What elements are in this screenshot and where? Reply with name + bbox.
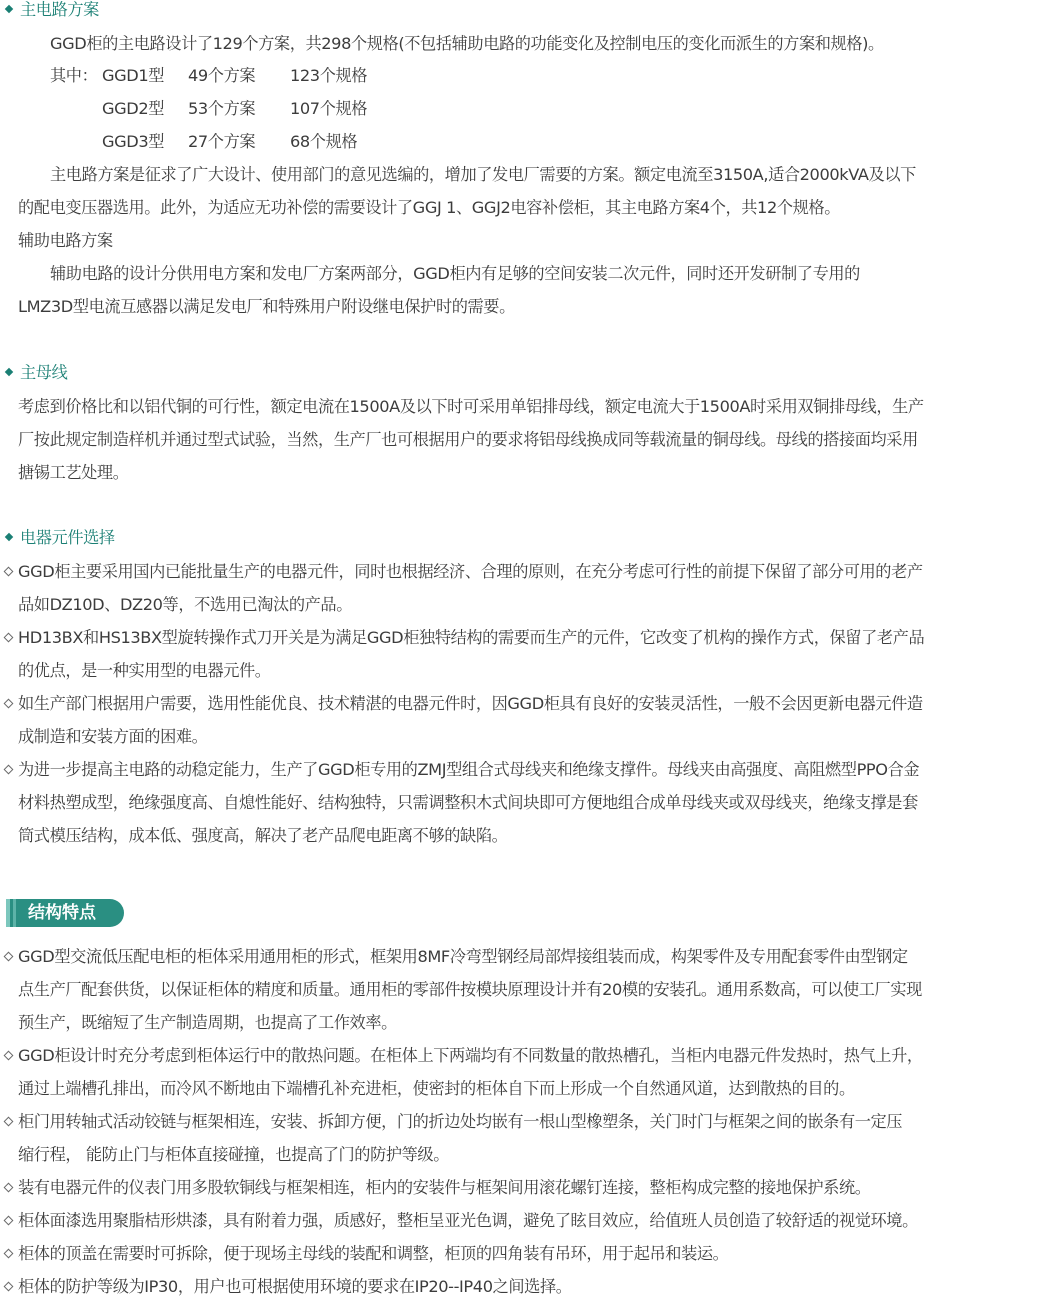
hollow-diamond-icon bbox=[4, 698, 14, 708]
hollow-diamond-icon bbox=[4, 632, 14, 642]
heading-text: 主电路方案 bbox=[20, 0, 99, 19]
section-heading-main-circuit bbox=[0, 0, 99, 22]
diamond-bullet-icon bbox=[5, 5, 13, 13]
paragraph-line: 考虑到价格比和以铝代铜的可行性，额定电流在1500A及以下时可采用单铝排母线，额定电流大于1500A时采用双铜排母线，生产 bbox=[18, 397, 924, 416]
hollow-diamond-icon bbox=[4, 764, 14, 774]
list-item-continuation: 预生产，既缩短了生产制造周期，也提高了工作效率。 bbox=[18, 1013, 397, 1032]
list-item: 柜体面漆选用聚脂桔形烘漆，具有附着力强，质感好，整柜呈亚光色调，避免了眩目效应，给值班人员创造了较舒适的视觉环境。 bbox=[0, 1209, 918, 1233]
hollow-diamond-icon bbox=[4, 1116, 14, 1126]
diamond-bullet-icon bbox=[5, 368, 13, 376]
scheme-row: 其中： GGD1型 49个方案 123个规格 bbox=[50, 66, 368, 85]
badge-label: 结构特点 bbox=[28, 903, 96, 923]
structure-section-badge bbox=[6, 899, 124, 927]
list-item: GGD柜设计时充分考虑到柜体运行中的散热问题。在柜体上下两端均有不同数量的散热槽孔，当柜内电器元件发热时，热气上升， bbox=[0, 1044, 923, 1068]
list-item: HD13BX和HS13BX型旋转操作式刀开关是为满足GGD柜独特结构的需要而生产的元件，它改变了机构的操作方式，保留了老产品 bbox=[0, 626, 924, 650]
scheme-row: GGD3型 27个方案 68个规格 bbox=[102, 132, 358, 151]
list-item: GGD型交流低压配电柜的柜体采用通用柜的形式，框架用8MF冷弯型钢经局部焊接组装而成，构架零件及专用配套零件由型钢定 bbox=[0, 945, 908, 969]
list-item: 为进一步提高主电路的动稳定能力，生产了GGD柜专用的ZMJ型组合式母线夹和绝缘支撑件。母线夹由高强度、高阻燃型PPO合金 bbox=[0, 758, 919, 782]
badge-stripe bbox=[13, 899, 16, 927]
diamond-bullet-icon bbox=[5, 533, 13, 541]
list-item-continuation: 通过上端槽孔排出，而冷风不断地由下端槽孔补充进柜，使密封的柜体自下而上形成一个自然通风道，达到散热的目的。 bbox=[18, 1079, 855, 1098]
hollow-diamond-icon bbox=[4, 951, 14, 961]
list-item-continuation: 筒式模压结构，成本低、强度高，解决了老产品爬电距离不够的缺陷。 bbox=[18, 826, 508, 845]
list-item: GGD柜主要采用国内已能批量生产的电器元件，同时也根据经济、合理的原则，在充分考虑可行性的前提下保留了部分可用的老产 bbox=[0, 560, 923, 584]
hollow-diamond-icon bbox=[4, 1215, 14, 1225]
hollow-diamond-icon bbox=[4, 1182, 14, 1192]
list-item-continuation: 品如DZ10D、DZ20等，不选用已淘汰的产品。 bbox=[18, 595, 352, 614]
list-item-continuation: 缩行程， 能防止门与柜体直接碰撞，也提高了门的防护等级。 bbox=[18, 1145, 450, 1164]
list-item-continuation: 的优点，是一种实用型的电器元件。 bbox=[18, 661, 271, 680]
heading-text: 主母线 bbox=[20, 363, 68, 382]
list-item-continuation: 成制造和安装方面的困难。 bbox=[18, 727, 208, 746]
hollow-diamond-icon bbox=[4, 566, 14, 576]
list-item: 装有电器元件的仪表门用多股软铜线与框架相连，柜内的安装件与框架间用滚花螺钉连接，整柜构成完整的接地保护系统。 bbox=[0, 1176, 871, 1200]
main-circuit-intro: GGD柜的主电路设计了129个方案，共298个规格(不包括辅助电路的功能变化及控制电压的变化而派生的方案和规格)。 bbox=[50, 34, 884, 53]
section-heading-components bbox=[0, 526, 115, 550]
paragraph-line: LMZ3D型电流互感器以满足发电厂和特殊用户附设继电保护时的需要。 bbox=[18, 297, 515, 316]
hollow-diamond-icon bbox=[4, 1248, 14, 1258]
hollow-diamond-icon bbox=[4, 1281, 14, 1291]
list-item-continuation: 材料热塑成型，绝缘强度高、自熄性能好、结构独特，只需调整积木式间块即可方便地组合成单母线夹或双母线夹，绝缘支撑是套 bbox=[18, 793, 918, 812]
heading-text: 电器元件选择 bbox=[20, 528, 115, 547]
paragraph-line: 的配电变压器选用。此外，为适应无功补偿的需要设计了GGJ 1、GGJ2电容补偿柜，其主电路方案4个，共12个规格。 bbox=[18, 198, 840, 217]
paragraph-line: 搪锡工艺处理。 bbox=[18, 463, 129, 482]
list-item: 如生产部门根据用户需要，选用性能优良、技术精湛的电器元件时，因GGD柜具有良好的安装灵活性，一般不会因更新电器元件造 bbox=[0, 692, 923, 716]
list-item: 柜体的顶盖在需要时可拆除，便于现场主母线的装配和调整，柜顶的四角装有吊环，用于起吊和装运。 bbox=[0, 1242, 728, 1266]
section-heading-busbar bbox=[0, 361, 67, 385]
paragraph-line: 主电路方案是征求了广大设计、使用部门的意见选编的，增加了发电厂需要的方案。额定电流至3150A,适合2000kVA及以下 bbox=[50, 165, 916, 184]
list-item: 柜门用转轴式活动铰链与框架相连，安装、拆卸方便，门的折边处均嵌有一根山型橡塑条，关门时门与框架之间的嵌条有一定压 bbox=[0, 1110, 902, 1134]
list-item-continuation: 点生产厂配套供货，以保证柜体的精度和质量。通用柜的零部件按模块原理设计并有20模的安装孔。通用系数高，可以使工厂实现 bbox=[18, 980, 922, 999]
paragraph-line: 厂按此规定制造样机并通过型式试验，当然，生产厂也可根据用户的要求将铝母线换成同等载流量的铜母线。母线的搭接面均采用 bbox=[18, 430, 918, 449]
hollow-diamond-icon bbox=[4, 1050, 14, 1060]
aux-circuit-title: 辅助电路方案 bbox=[18, 231, 113, 250]
list-item: 柜体的防护等级为IP30，用户也可根据使用环境的要求在IP20--IP40之间选择。 bbox=[0, 1275, 572, 1299]
paragraph-line: 辅助电路的设计分供用电方案和发电厂方案两部分，GGD柜内有足够的空间安装二次元件，同时还开发研制了专用的 bbox=[50, 264, 860, 283]
scheme-row: GGD2型 53个方案 107个规格 bbox=[102, 99, 368, 118]
badge-stripe bbox=[6, 899, 10, 927]
